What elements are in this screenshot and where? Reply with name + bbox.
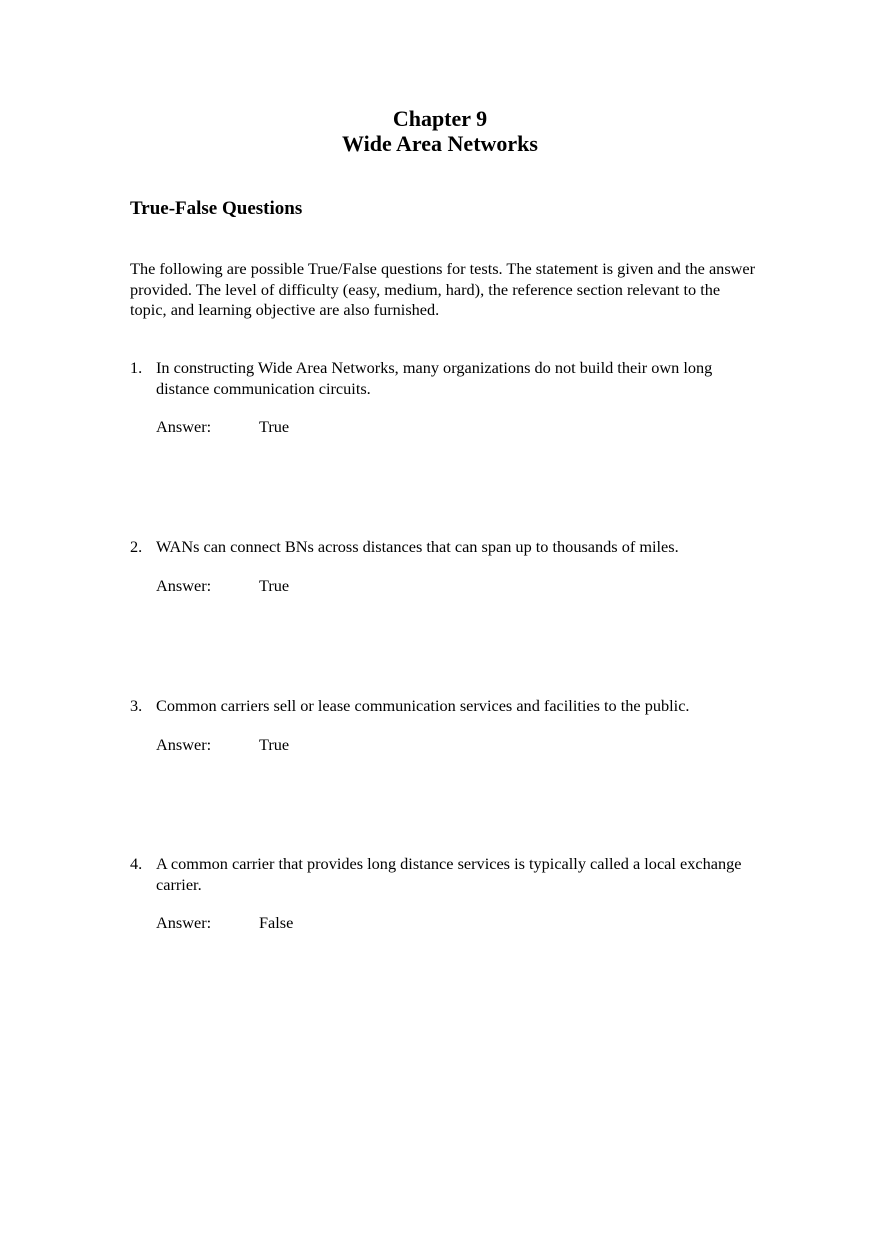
answer-label: Answer: [156, 913, 212, 932]
answer-row [156, 576, 770, 597]
answer-label: Answer: [156, 734, 212, 754]
question-number: 2. [130, 537, 143, 556]
answer-value: True [259, 417, 290, 436]
question-item [130, 537, 770, 597]
question-item [130, 854, 770, 934]
section-heading: True-False Questions [130, 198, 303, 219]
answer-row [156, 913, 770, 934]
intro-paragraph: The following are possible True/False questions for tests. The statement is given and the answer provided. The level of difficulty (easy, medium, hard), the reference section relevant to the topic, and learning objective are also furnished. [130, 259, 756, 319]
answer-value: True [259, 734, 290, 754]
chapter-title: Wide Area Networks [342, 131, 538, 156]
question-text: Common carriers sell or lease communication services and facilities to the public. [156, 696, 690, 715]
answer-value: False [259, 913, 294, 932]
question-number: 4. [130, 854, 143, 873]
chapter-number: Chapter 9 [392, 106, 488, 131]
answer-row [156, 735, 770, 756]
question-text: WANs can connect BNs across distances that can span up to thousands of miles. [156, 537, 679, 556]
question-number: 1. [130, 358, 143, 377]
question-text: In constructing Wide Area Networks, many organizations do not build their own long distance communication circuits. [156, 358, 713, 398]
question-text: A common carrier that provides long distance services is typically called a local exchange carrier. [156, 854, 742, 894]
answer-value: True [259, 575, 290, 595]
question-item [130, 358, 770, 438]
answer-label: Answer: [156, 575, 212, 595]
answer-label: Answer: [156, 417, 212, 436]
question-item [130, 696, 770, 756]
question-number: 3. [130, 696, 143, 715]
answer-row [156, 417, 770, 438]
